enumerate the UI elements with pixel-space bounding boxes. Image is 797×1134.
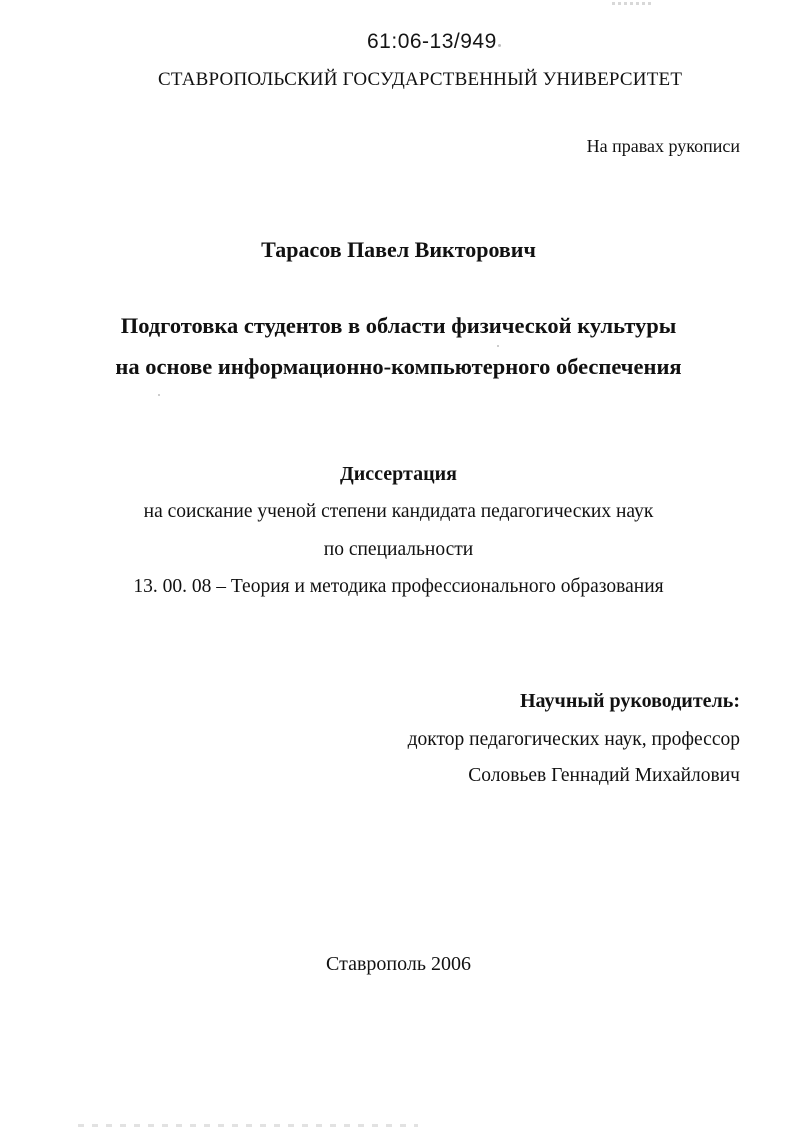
scan-artifact-top — [612, 2, 654, 5]
supervisor-name: Соловьев Геннадий Михайлович — [468, 765, 740, 786]
archive-code: 61:06-13/949 — [367, 30, 497, 53]
supervisor-degree: доктор педагогических наук, профессор — [407, 729, 740, 750]
scan-speck — [158, 394, 160, 396]
thesis-title-line-1: Подготовка студентов в области физической культуры — [120, 313, 677, 338]
scan-speck — [497, 345, 499, 347]
university-name: СТАВРОПОЛЬСКИЙ ГОСУДАРСТВЕННЫЙ УНИВЕРСИТЕТ — [158, 69, 683, 90]
supervisor-label: Научный руководитель: — [520, 690, 740, 712]
thesis-title-line-2: на основе информационно-компьютерного обеспечения — [115, 354, 682, 379]
degree-line: на соискание ученой степени кандидата педагогических наук — [143, 501, 654, 522]
rights-note: На правах рукописи — [586, 136, 740, 156]
specialty-code: 13. 00. 08 – Теория и методика профессионального образования — [133, 576, 664, 597]
scan-artifact-bottom — [78, 1124, 418, 1127]
author-name: Тарасов Павел Викторович — [261, 237, 536, 262]
document-type: Диссертация — [340, 463, 457, 485]
scan-speck — [498, 44, 501, 47]
city-year: Ставрополь 2006 — [326, 953, 471, 975]
specialty-label: по специальности — [323, 539, 474, 560]
